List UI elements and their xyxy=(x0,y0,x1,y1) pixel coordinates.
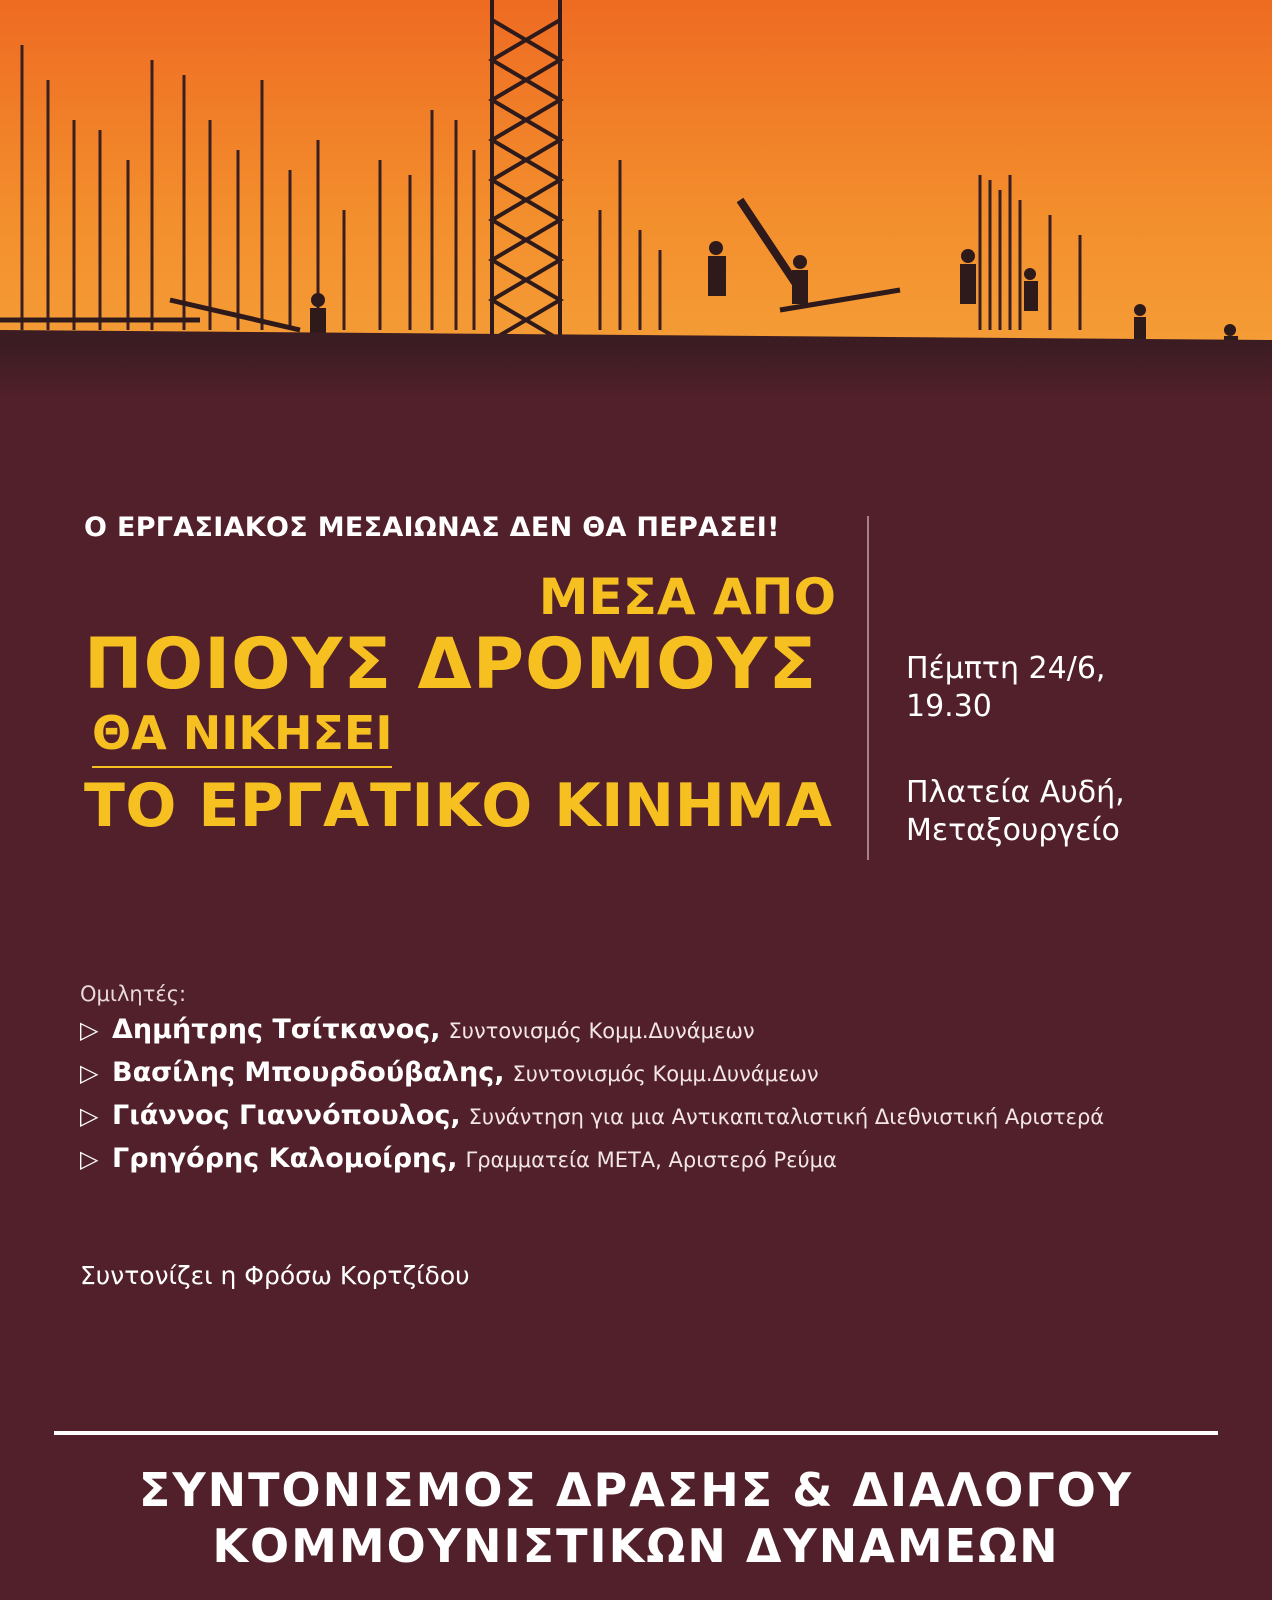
pre-title: Ο ΕΡΓΑΣΙΑΚΟΣ ΜΕΣΑΙΩΝΑΣ ΔΕΝ ΘΑ ΠΕΡΑΣΕΙ! xyxy=(84,512,780,543)
title-line-3-underlined: ΘΑ ΝΙΚΗΣΕΙ xyxy=(92,702,392,768)
speaker-role: Συντονισμός Κομμ.Δυνάμεων xyxy=(512,1062,819,1086)
speaker-name: Γρηγόρης Καλομοίρης, xyxy=(112,1143,458,1174)
speaker-item xyxy=(80,1100,1240,1143)
event-day: Πέμπτη 24/6, xyxy=(906,651,1106,686)
moderator-note: Συντονίζει η Φρόσω Κορτζίδου xyxy=(80,1261,470,1290)
organizer-line-2: ΚΟΜΜΟΥΝΙΣΤΙΚΩΝ ΔΥΝΑΜΕΩΝ xyxy=(212,1519,1060,1573)
title-line-1: ΜΕΣΑ ΑΠΟ xyxy=(538,568,836,626)
speakers-label: Ομιλητές: xyxy=(80,982,187,1006)
hero-construction-image xyxy=(0,0,1272,400)
speaker-role: Συντονισμός Κομμ.Δυνάμεων xyxy=(448,1019,755,1043)
event-date xyxy=(906,650,1105,726)
organizer-line-1: ΣΥΝΤΟΝΙΣΜΟΣ ΔΡΑΣΗΣ & ΔΙΑΛΟΓΟΥ xyxy=(138,1463,1134,1517)
triangle-arrow-icon: ▷ xyxy=(80,1102,99,1130)
title-line-4: ΤΟ ΕΡΓΑΤΙΚΟ ΚΙΝΗΜΑ xyxy=(84,771,833,841)
speaker-item xyxy=(80,1057,1240,1100)
speaker-name: Γιάννος Γιαννόπουλος, xyxy=(112,1100,461,1131)
triangle-arrow-icon: ▷ xyxy=(80,1059,99,1087)
construction-silhouette-illustration xyxy=(0,0,1272,400)
event-time: 19.30 xyxy=(906,689,992,724)
event-square: Πλατεία Αυδή, xyxy=(906,775,1125,810)
speaker-item xyxy=(80,1014,1240,1057)
speaker-name: Δημήτρης Τσίτκανος, xyxy=(112,1014,441,1045)
event-location xyxy=(906,774,1125,850)
triangle-arrow-icon: ▷ xyxy=(80,1145,99,1173)
organizer-footer xyxy=(0,1462,1272,1574)
triangle-arrow-icon: ▷ xyxy=(80,1016,99,1044)
speakers-list xyxy=(80,982,1240,1186)
speaker-name: Βασίλης Μπουρδούβαλης, xyxy=(112,1057,505,1088)
speaker-role: Γραμματεία ΜΕΤΑ, Αριστερό Ρεύμα xyxy=(465,1148,837,1172)
speaker-item xyxy=(80,1143,1240,1186)
main-title xyxy=(84,568,836,844)
title-line-2: ΠΟΙΟΥΣ ΔΡΟΜΟΥΣ xyxy=(84,623,818,705)
event-area: Μεταξουργείο xyxy=(906,813,1120,848)
speaker-role: Συνάντηση για μια Αντικαπιταλιστική Διεθνιστική Αριστερά xyxy=(468,1105,1105,1129)
vertical-divider xyxy=(867,516,869,860)
footer-divider xyxy=(54,1431,1218,1435)
title-line-3 xyxy=(92,702,836,768)
